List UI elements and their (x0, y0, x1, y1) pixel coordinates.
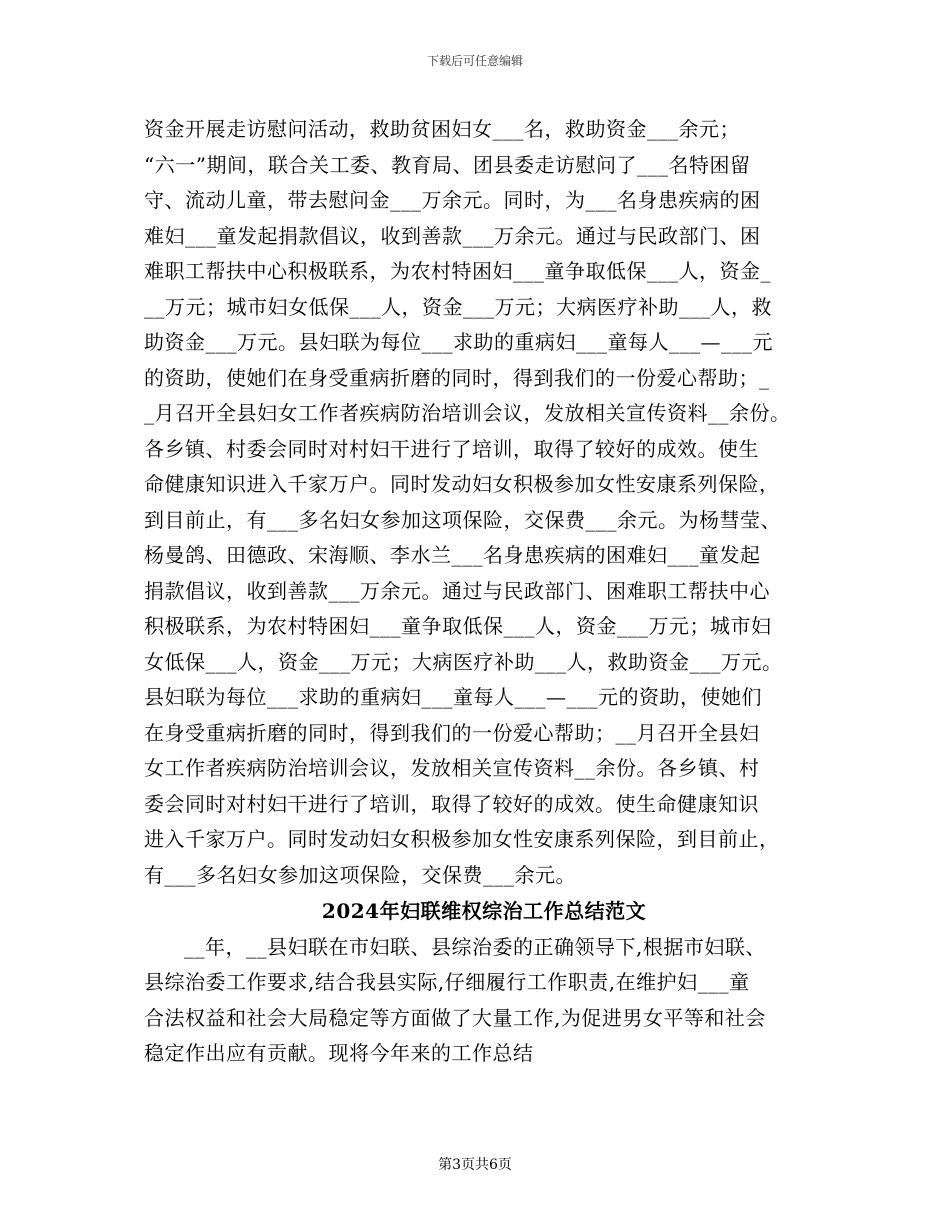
text-line: 助资金___万元。县妇联为每位___求助的重病妇___童每人___—___元 (144, 330, 773, 354)
text-line: 女低保___人，资金___万元；大病医疗补助___人，救助资金___万元。 (144, 649, 783, 674)
text-line: 资金开展走访慰问活动，救助贫困妇女___名，救助资金___余元； (144, 117, 740, 141)
text-line: 积极联系，为农村特困妇___童争取低保___人，资金___万元；城市妇 (144, 614, 772, 638)
paragraph-2 (144, 930, 824, 1072)
text-line: 命健康知识进入千家万户。同时发动妇女积极参加女性安康系列保险， (144, 472, 780, 496)
text-line: “六一”期间，联合关工委、教育局、团县委走访慰问了___名特困留 (144, 152, 751, 177)
text-line: 县妇联为每位___求助的重病妇___童每人___—___元的资助，使她们 (144, 685, 762, 709)
text-line: 合法权益和社会大局稳定等方面做了大量工作,为促进男女平等和社会 (144, 1005, 766, 1030)
text-line: 的资助，使她们在身受重病折磨的同时，得到我们的一份爱心帮助；_ (144, 365, 770, 390)
section-title: 2024年妇联维权综治工作总结范文 (321, 899, 647, 923)
text-line: 到目前止，有___多名妇女参加这项保险，交保费___余元。为杨彗莹、 (144, 507, 781, 532)
text-line: 女工作者疾病防治培训会议，发放相关宣传资料__余份。各乡镇、村 (144, 756, 760, 780)
text-line: 难妇___童发起捐款倡议，收到善款___万余元。通过与民政部门、困 (144, 223, 761, 248)
text-line: 有___多名妇女参加这项保险，交保费___余元。 (144, 862, 576, 887)
text-line: _月召开全县妇女工作者疾病防治培训会议，发放相关宣传资料__余份。 (144, 401, 791, 425)
text-line: 各乡镇、村委会同时对村妇干进行了培训，取得了较好的成效。使生 (144, 436, 759, 461)
text-line: __万元；城市妇女低保___人，资金___万元；大病医疗补助___人，救 (144, 294, 772, 319)
paragraph-1 (144, 112, 824, 893)
text-line: 捐款倡议，收到善款___万余元。通过与民政部门、困难职工帮扶中心 (144, 578, 770, 603)
page-footer: 第3页共6页 (438, 1157, 512, 1173)
text-line: 委会同时对村妇干进行了培训，取得了较好的成效。使生命健康知识 (144, 791, 759, 816)
text-line: 进入千家万户。同时发动妇女积极参加女性安康系列保险，到目前止， (144, 827, 780, 851)
page-header: 下载后可任意编辑 (426, 54, 523, 68)
text-line: 杨曼鸽、田德政、宋海顺、李水兰___名身患疾病的困难妇___童发起 (144, 543, 761, 567)
text-line: __年，__县妇联在市妇联、县综治委的正确领导下,根据市妇联、 (184, 934, 766, 959)
document-body (144, 112, 824, 1072)
text-line: 县综治委工作要求,结合我县实际,仔细履行工作职责,在维护妇___童 (144, 970, 750, 994)
text-line: 稳定作出应有贡献。现将今年来的工作总结 (144, 1041, 534, 1065)
text-line: 守、流动儿童，带去慰问金___万余元。同时，为___名身患疾病的困 (144, 188, 761, 212)
text-line: 难职工帮扶中心积极联系，为农村特困妇___童争取低保___人，资金_ (144, 259, 771, 283)
text-line: 在身受重病折磨的同时，得到我们的一份爱心帮助；__月召开全县妇 (144, 720, 760, 745)
